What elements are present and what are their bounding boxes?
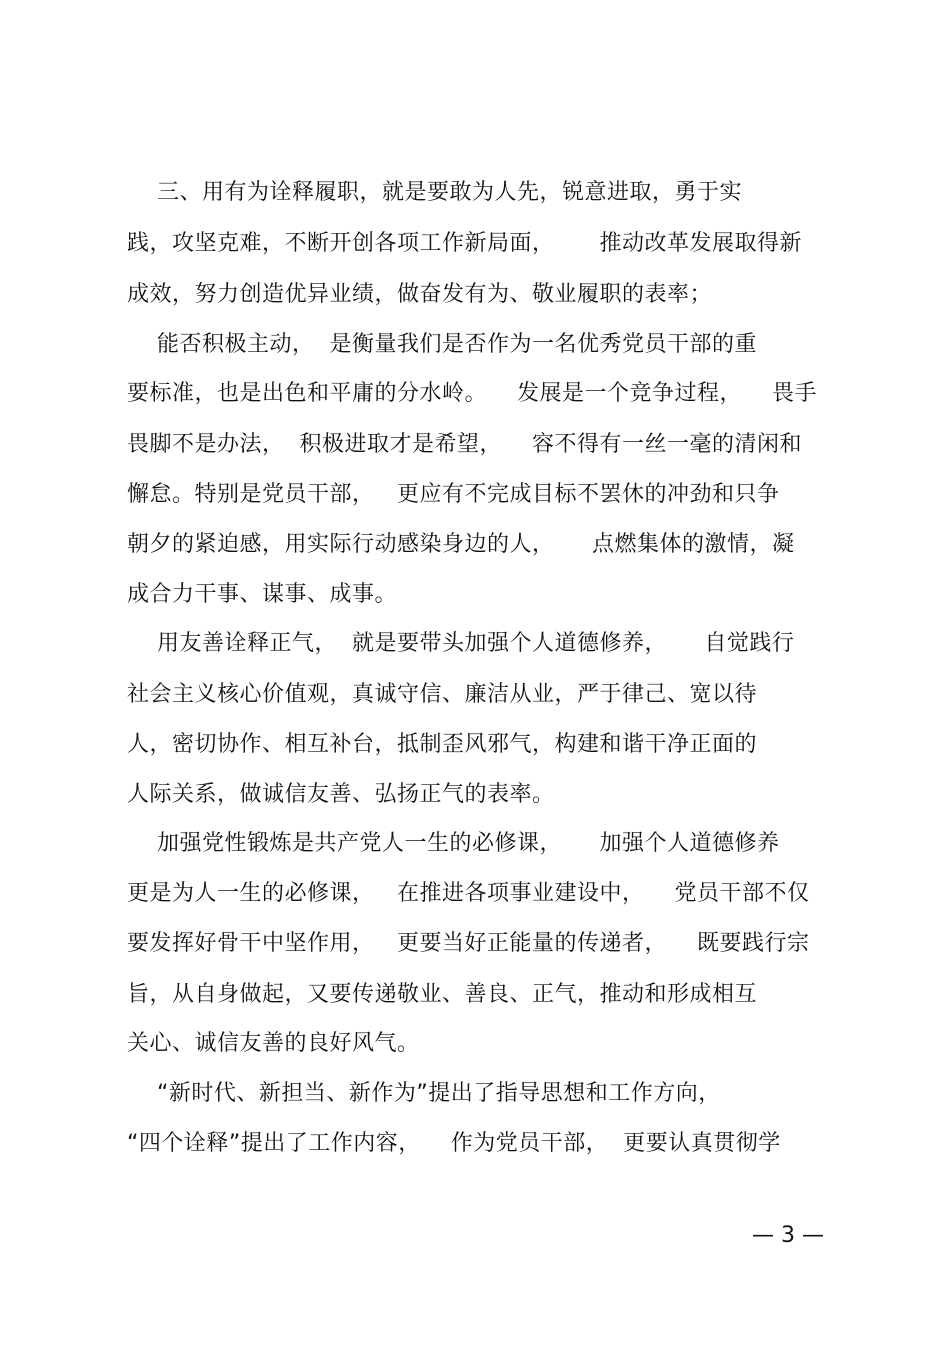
text-line: 要发挥好骨干中坚作用， 更要当好正能量的传递者， 既要践行宗 <box>127 931 810 956</box>
text-line: 成效，努力创造优异业绩，做奋发有为、敬业履职的表率； <box>127 282 713 307</box>
text-line: 要标准，也是出色和平庸的分水岭。 发展是一个竞争过程， 畏手 <box>127 381 817 406</box>
text-line: 用友善诠释正气， 就是要带头加强个人道德修养， 自觉践行 <box>127 631 795 656</box>
text-line: 践，攻坚克难，不断开创各项工作新局面， 推动改革发展取得新 <box>127 231 802 256</box>
text-line: “四个诠释”提出了工作内容， 作为党员干部， 更要认真贯彻学 <box>127 1131 781 1156</box>
text-line: 人，密切协作、相互补台，抵制歪风邪气，构建和谐干净正面的 <box>127 732 758 757</box>
text-line: 畏脚不是办法， 积极进取才是希望， 容不得有一丝一毫的清闲和 <box>127 432 802 457</box>
text-line: 关心、诚信友善的良好风气。 <box>127 1031 420 1056</box>
text-line: 三、用有为诠释履职，就是要敢为人先，锐意进取，勇于实 <box>127 180 742 205</box>
text-line: “新时代、新担当、新作为”提出了指导思想和工作方向， <box>127 1081 721 1106</box>
text-line: 成合力干事、谋事、成事。 <box>127 582 398 607</box>
text-line: 旨，从自身做起，又要传递敬业、善良、正气，推动和形成相互 <box>127 982 758 1007</box>
text-line: 人际关系，做诚信友善、弘扬正气的表率。 <box>127 782 555 807</box>
text-line: 社会主义核心价值观，真诚守信、廉洁从业，严于律己、宽以待 <box>127 682 758 707</box>
text-line: 懈怠。特别是党员干部， 更应有不完成目标不罢休的冲劲和只争 <box>127 482 780 507</box>
text-line: 更是为人一生的必修课， 在推进各项事业建设中， 党员干部不仅 <box>127 881 810 906</box>
page-number: — 3 — <box>752 1223 824 1248</box>
text-line: 加强党性锻炼是共产党人一生的必修课， 加强个人道德修养 <box>127 831 780 856</box>
text-line: 能否积极主动， 是衡量我们是否作为一名优秀党员干部的重 <box>127 332 757 357</box>
text-line: 朝夕的紧迫感，用实际行动感染身边的人， 点燃集体的激情，凝 <box>127 532 795 557</box>
